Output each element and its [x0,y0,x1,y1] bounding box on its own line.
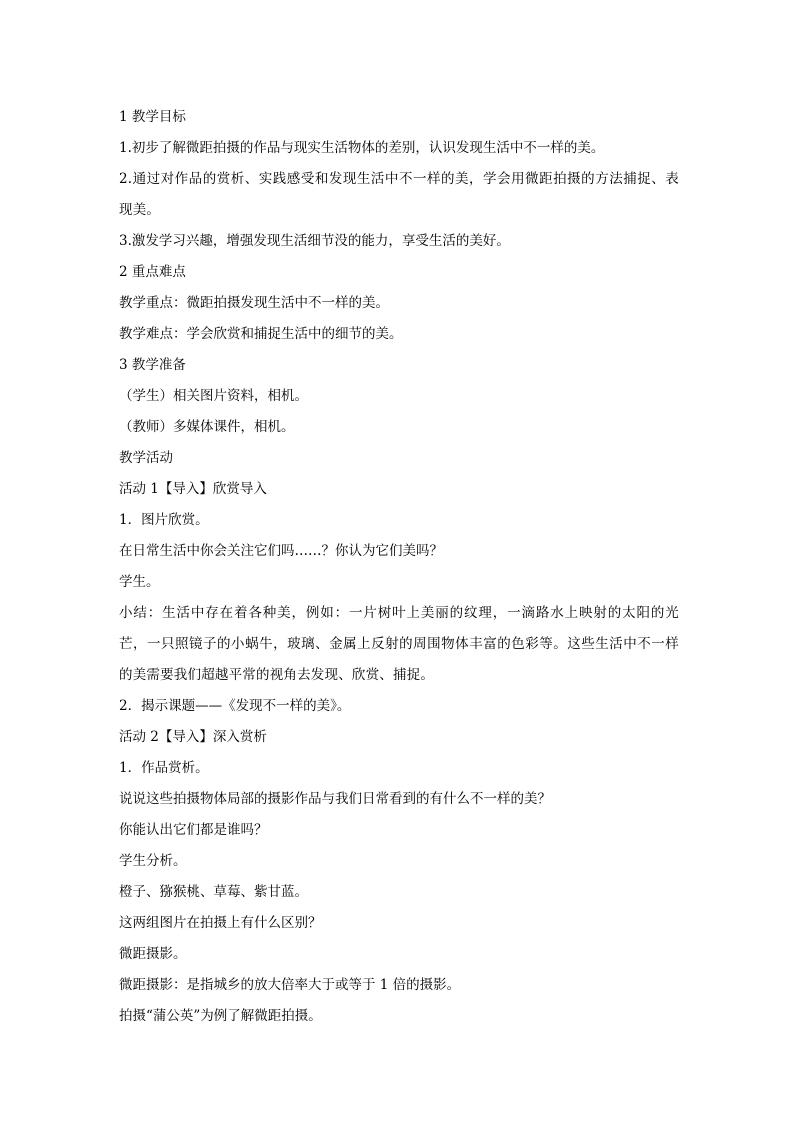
key-point: 教学重点：微距拍摄发现生活中不一样的美。 [119,295,389,311]
activity-2-student: 学生分析。 [119,853,187,869]
activity-1-title: 活动 1【导入】欣赏导入 [119,481,267,497]
activity-1-question: 在日常生活中你会关注它们吗……？你认为它们美吗？ [119,543,443,559]
activity-1-item-2: 2．揭示课题——《发现不一样的美》。 [119,698,351,714]
activity-2-example: 拍摄“蒲公英”为例了解微距拍摄。 [119,1008,322,1024]
prep-teacher: （教师）多媒体课件，相机。 [119,419,295,435]
activity-2-question-1: 说说这些拍摄物体局部的摄影作品与我们日常看到的有什么不一样的美？ [119,791,551,807]
goal-item-3: 3.激发学习兴趣，增强发现生活细节没的能力，享受生活的美好。 [119,233,510,249]
goal-item-2: 2.通过对作品的赏析、实践感受和发现生活中不一样的美，学会用微距拍摄的方法捕捉、表现美。 [119,171,679,218]
activity-2-answer-2: 微距摄影。 [119,946,187,962]
section-heading-activities: 教学活动 [119,450,173,466]
activity-2-question-2: 你能认出它们都是谁吗？ [119,822,268,838]
activity-2-title: 活动 2【导入】深入赏析 [119,729,267,745]
activity-2-question-3: 这两组图片在拍摄上有什么区别？ [119,915,322,931]
section-heading-preparation: 3 教学准备 [119,357,186,373]
section-heading-key-points: 2 重点难点 [119,264,186,280]
difficult-point: 教学难点：学会欣赏和捕捉生活中的细节的美。 [119,326,403,342]
document-body [119,102,679,1032]
activity-2-definition: 微距摄影：是指城乡的放大倍率大于或等于 1 倍的摄影。 [119,977,461,993]
activity-2-item-1: 1．作品赏析。 [119,760,209,776]
activity-2-answer: 橙子、猕猴桃、草莓、紫甘蓝。 [119,884,308,900]
prep-student: （学生）相关图片资料，相机。 [119,388,308,404]
goal-item-1: 1.初步了解微距拍摄的作品与现实生活物体的差别，认识发现生活中不一样的美。 [119,140,605,156]
activity-1-item-1: 1．图片欣赏。 [119,512,209,528]
activity-1-student: 学生。 [119,574,160,590]
activity-1-summary: 小结：生活中存在着各种美，例如：一片树叶上美丽的纹理，一滴路水上映射的太阳的光芒，一只照镜子的小蜗牛，玻璃、金属上反射的周围物体丰富的色彩等。这些生活中不一样的美需要我们超越平常的视角去发现、欣赏、捕捉。 [119,605,679,683]
section-heading-goals: 1 教学目标 [119,109,186,125]
